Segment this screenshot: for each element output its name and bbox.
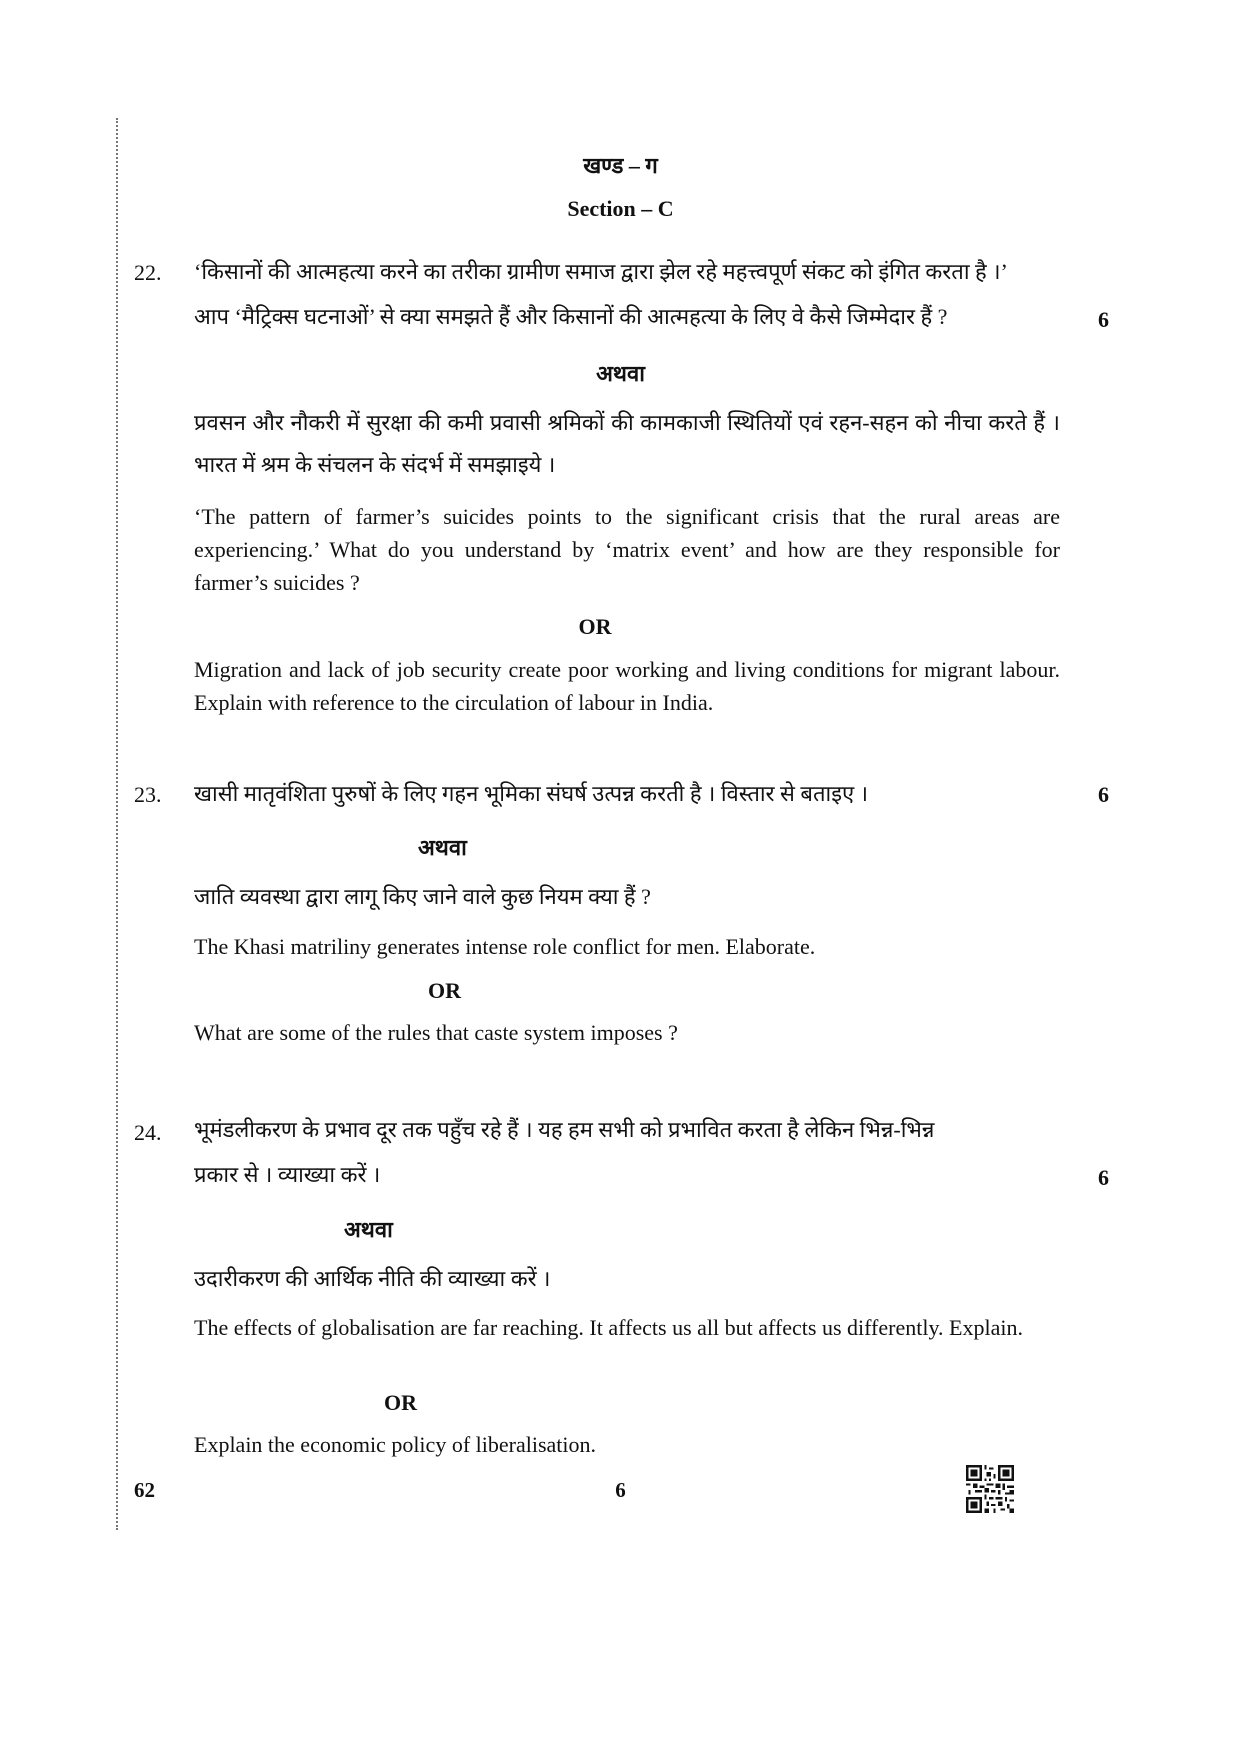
question-22-marks: 6 — [1098, 307, 1109, 332]
qr-code-icon — [966, 1465, 1014, 1513]
question-24-hindi-alternative: उदारीकरण की आर्थिक नीति की व्याख्या करें । — [194, 1266, 551, 1291]
question-22-hindi-alternative: प्रवसन और नौकरी में सुरक्षा की कमी प्रवासी श्रमिकों की कामकाजी स्थितियों एवं रहन-सहन को नीचा करते हैं । भारत में श्रम के संचलन के संदर्भ में समझाइये । — [194, 410, 1060, 477]
question-23-hindi-alternative: जाति व्यवस्था द्वारा लागू किए जाने वाले कुछ नियम क्या हैं ? — [194, 884, 651, 909]
question-22-english-alternative: Migration and lack of job security create poor working and living conditions for migrant labour. Explain with reference to the circulation of labour in India. — [194, 657, 1060, 715]
question-22-english: ‘The pattern of farmer’s suicides points to the significant crisis that the rural areas are experiencing.’ What do you understand by ‘matrix event’ and how are they responsible for farmer’s suicides ? — [194, 504, 1060, 595]
question-24-english: The effects of globalisation are far reaching. It affects us all but affects us differently. Explain. — [194, 1315, 1023, 1340]
question-23-hindi-or: अथवा — [418, 835, 467, 860]
question-24-marks: 6 — [1098, 1165, 1109, 1190]
question-number-22: 22. — [134, 260, 162, 285]
margin-rule — [116, 118, 118, 1530]
section-title-hindi: खण्ड – ग — [583, 153, 658, 178]
question-number-24: 24. — [134, 1120, 162, 1145]
paper-code: 62 — [134, 1478, 155, 1502]
question-24-hindi-line-1: भूमंडलीकरण के प्रभाव दूर तक पहुँच रहे हैं । यह हम सभी को प्रभावित करता है लेकिन भिन्न-भिन्न — [194, 1117, 935, 1142]
question-24-english-alternative: Explain the economic policy of liberalisation. — [194, 1432, 596, 1457]
question-23-hindi: खासी मातृवंशिता पुरुषों के लिए गहन भूमिका संघर्ष उत्पन्न करती है । विस्तार से बताइए । — [194, 781, 869, 806]
question-24-hindi-line-2: प्रकार से । व्याख्या करें । — [194, 1162, 381, 1187]
page-number: 6 — [615, 1478, 626, 1502]
question-22-hindi-or: अथवा — [596, 361, 645, 386]
section-title-english: Section – C — [567, 196, 674, 221]
question-23-english-alternative: What are some of the rules that caste system imposes ? — [194, 1020, 678, 1045]
question-23-english-or: OR — [428, 978, 461, 1003]
question-24-english-or: OR — [384, 1390, 417, 1415]
question-23-marks: 6 — [1098, 782, 1109, 807]
question-22-english-or: OR — [578, 614, 612, 639]
question-22-hindi-line-2: आप ‘मैट्रिक्स घटनाओं’ से क्या समझते हैं और किसानों की आत्महत्या के लिए वे कैसे जिम्मेदार हैं ? — [194, 304, 948, 329]
question-24-hindi-or: अथवा — [344, 1217, 393, 1242]
question-22-hindi-line-1: ‘किसानों की आत्महत्या करने का तरीका ग्रामीण समाज द्वारा झेल रहे महत्त्वपूर्ण संकट को इंगित करता है ।’ — [194, 259, 1008, 284]
question-number-23: 23. — [134, 782, 162, 807]
question-23-english: The Khasi matriliny generates intense role conflict for men. Elaborate. — [194, 934, 816, 959]
